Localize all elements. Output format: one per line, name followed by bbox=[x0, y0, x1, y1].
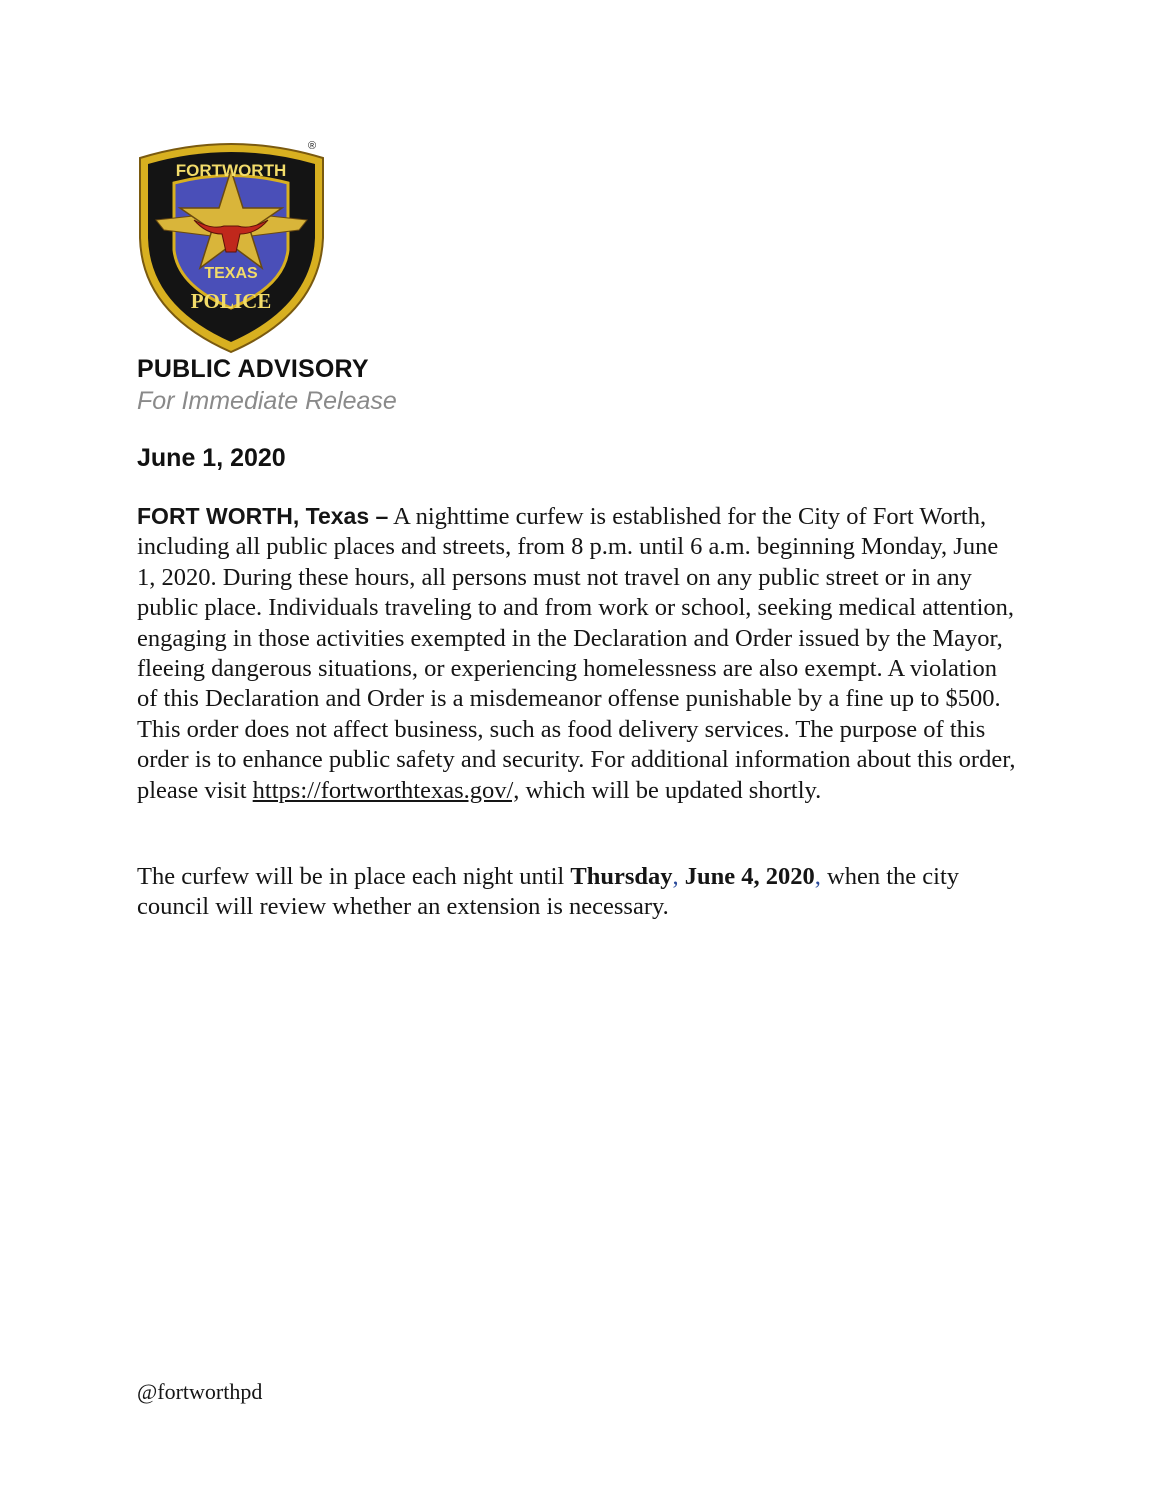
fort-worth-police-badge-logo bbox=[134, 138, 329, 356]
city-website-link[interactable]: https://fortworthtexas.gov/, bbox=[252, 776, 520, 804]
badge-bottom-text: POLICE bbox=[190, 289, 272, 313]
paragraph-2-text: The curfew will be in place each night until bbox=[137, 863, 571, 890]
paragraph-1-text: A nighttime curfew is established for the City of Fort Worth, including all public places and streets, from 8 p.m. until 6 a.m. beginning Monday, June 1, 2020. During these hours, all persons must not travel on any public street or in any public place. Individuals traveling to and from work or school, seeking medical attention, engaging in those activities exempted in the Declaration and Order issued by the Mayor, fleeing dangerous situations, or experiencing homelessness are also exempt. A violation of this Declaration and Order is a misdemeanor offense punishable by a fine up to $500. This order does not affect business, such as food delivery services. The purpose of this order is to enhance public safety and security. For additional information about this order, please visit bbox=[137, 503, 1016, 804]
dateline: FORT WORTH, Texas – bbox=[137, 503, 389, 529]
body-paragraph-1 bbox=[137, 501, 1017, 806]
advisory-title: PUBLIC ADVISORY bbox=[137, 355, 369, 383]
comma: , bbox=[814, 863, 821, 890]
curfew-end-day: Thursday bbox=[570, 863, 673, 890]
release-date: June 1, 2020 bbox=[137, 444, 286, 472]
registered-mark: ® bbox=[308, 140, 317, 152]
advisory-subtitle: For Immediate Release bbox=[137, 387, 397, 415]
paragraph-2-closing: when the city council will review whether an extension is necessary. bbox=[137, 863, 960, 921]
paragraph-1-closing: which will be updated shortly. bbox=[519, 776, 822, 804]
comma: , bbox=[672, 863, 679, 890]
badge-middle-text: TEXAS bbox=[204, 265, 258, 282]
social-handle: @fortworthpd bbox=[137, 1379, 263, 1404]
curfew-end-date: June 4, 2020 bbox=[678, 863, 815, 890]
body-paragraph-2 bbox=[137, 862, 1017, 923]
badge-top-text: FORTWORTH bbox=[175, 161, 287, 180]
